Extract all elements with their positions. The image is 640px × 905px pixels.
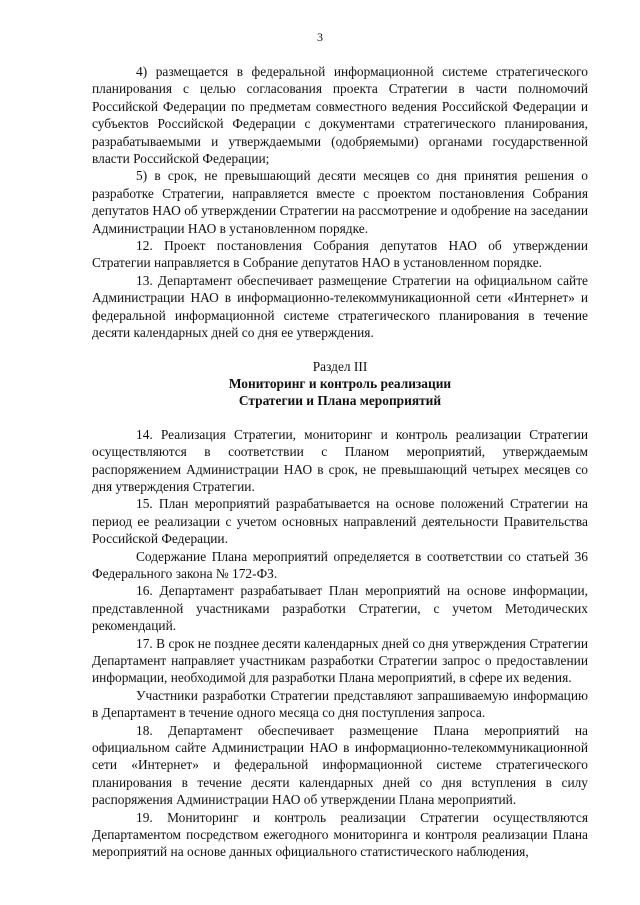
page-number: 3 [317,30,323,44]
section-number: Раздел III [312,358,368,374]
paragraph: Участники разработки Стратегии представляют запрашиваемую информацию в Департамент в течение одного месяца со дня поступления запроса. [92,687,588,721]
paragraph: 15. План мероприятий разрабатывается на основе положений Стратегии на период ее реализации с учетом основных направлений деятельности Правительства Российской Федерации. [92,496,588,547]
section-heading [92,358,588,410]
paragraph: 5) в срок, не превышающий десяти месяцев со дня принятия решения о разработке Стратегии, направляется вместе с проектом постановления Собрания депутатов НАО об утверждении Стратегии на рассмотрение и одобрение на заседании Администрации НАО в установленном порядке. [92,168,588,236]
paragraph: 18. Департамент обеспечивает размещение Плана мероприятий на официальном сайте Администрации НАО в информационно-телекоммуникационной сети «Интернет» и федеральной информационной системе стратегического планирования в течение десяти календарных дней со дня вступления в силу распоряжения Администрации НАО об утверждении Плана мероприятий. [92,722,588,808]
section-title-line-2: Стратегии и Плана мероприятий [238,393,442,409]
section-title-line-1: Мониторинг и контроль реализации [228,375,452,391]
document-body [92,63,588,861]
section-body [92,426,588,861]
paragraph: 19. Мониторинг и контроль реализации Стратегии осуществляются Департаментом посредством ежегодного мониторинга и контроля реализации Плана мероприятий на основе данных официального статистического наблюдения, [92,809,588,860]
paragraph: 12. Проект постановления Собрания депутатов НАО об утверждении Стратегии направляется в Собрание депутатов НАО в установленном порядке. [92,238,588,271]
paragraph: 4) размещается в федеральной информационной системе стратегического планирования с целью согласования проекта Стратегии в части полномочий Российской Федерации по предметам совместного ведения Российской Федерации и субъектов Российской Федерации с документами стратегического планирования, разрабатываемыми и утверждаемыми (одобряемыми) органами государственной власти Российской Федерации; [92,64,588,167]
paragraph: 14. Реализация Стратегии, мониторинг и контроль реализации Стратегии осуществляются в соответствии с Планом мероприятий, утверждаемым распоряжением Администрации НАО в срок, не превышающий четырех месяцев со дня утверждения Стратегии. [92,426,588,494]
paragraph: Содержание Плана мероприятий определяется в соответствии со статьей 36 Федерального закона № 172-ФЗ. [92,548,588,581]
paragraph: 17. В срок не позднее десяти календарных дней со дня утверждения Стратегии Департамент направляет участникам разработки Стратегии запрос о предоставлении информации, необходимой для разработки Плана мероприятий, в сфере их ведения. [92,635,588,686]
paragraph: 13. Департамент обеспечивает размещение Стратегии на официальном сайте Администрации НАО в информационно-телекоммуникационной сети «Интернет» и федеральной информационной системе стратегического планирования в течение десяти календарных дней со дня ее утверждения. [92,272,588,341]
paragraph: 16. Департамент разрабатывает План мероприятий на основе информации, представленной участниками разработки Стратегии, с учетом Методических рекомендаций. [92,583,588,634]
